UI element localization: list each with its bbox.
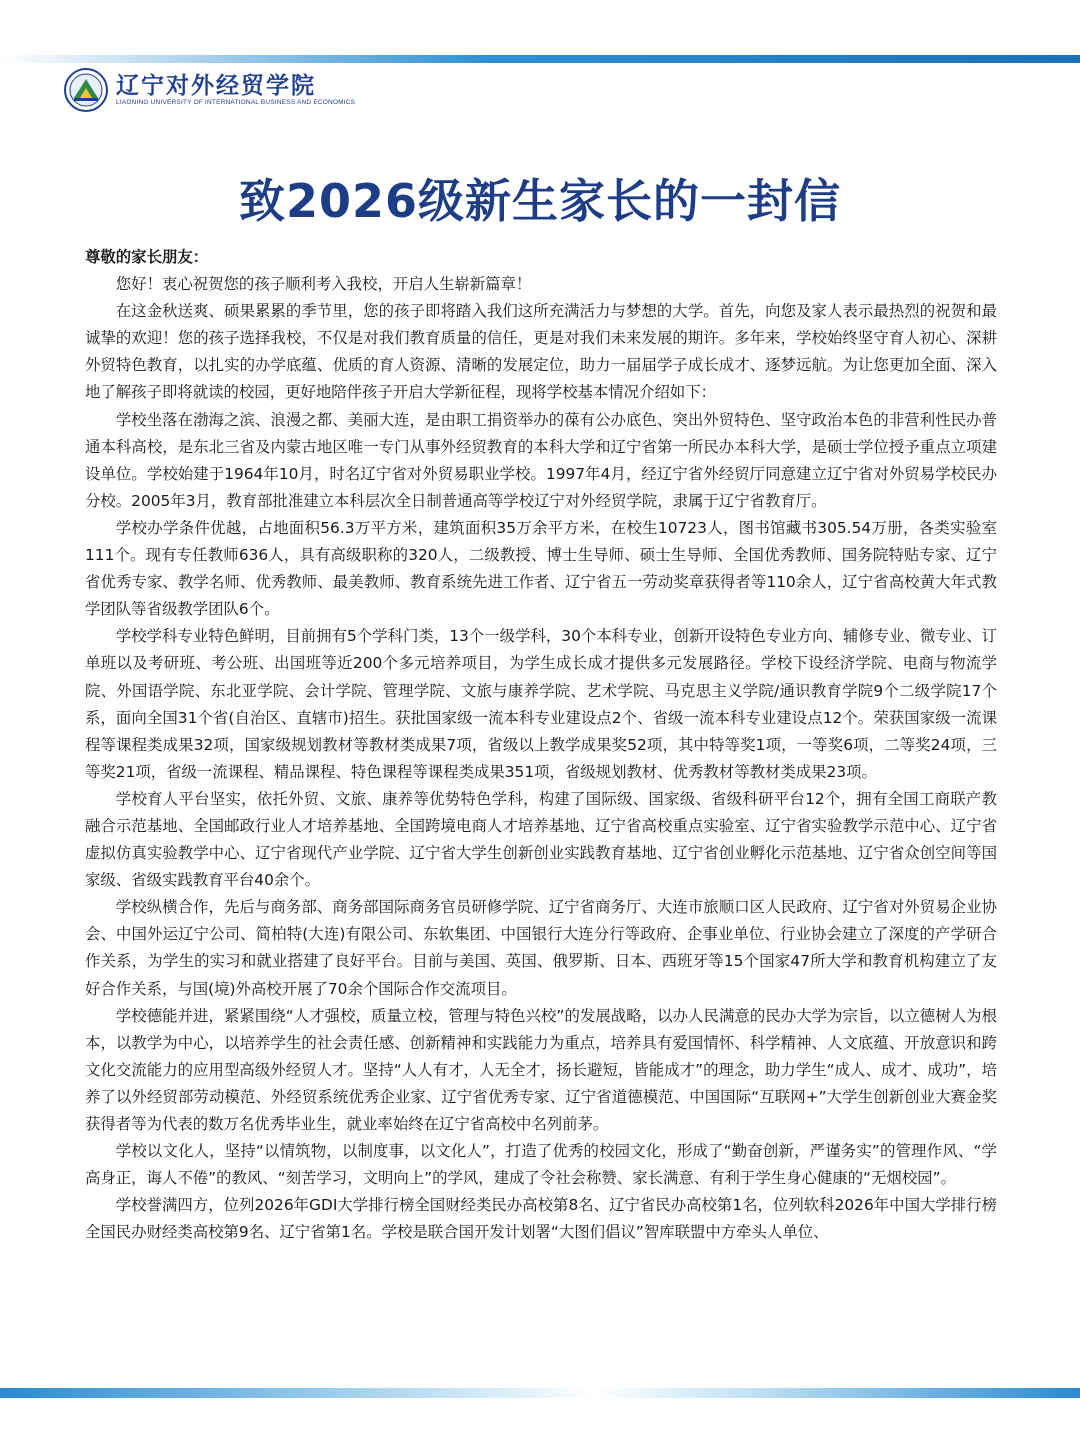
paragraph: 学校以文化人，坚持“以情筑物，以制度事，以文化人”，打造了优秀的校园文化，形成了“勤奋创新，严谨务实”的管理作风、“学高身正，诲人不倦”的教风、“刻苦学习，文明向上”的学风，建成了令社会称赞、家长满意、有利于学生身心健康的“无烟校园”。 xyxy=(85,1142,997,1188)
paragraph: 学校誉满四方，位列2026年GDI大学排行榜全国财经类民办高校第8名、辽宁省民办高校第1名，位列软科2026年中国大学排行榜全国民办财经类高校第9名、辽宁省第1名。学校是联合国开发计划署“大图们倡议”智库联盟中方牵头人单位、 xyxy=(85,1196,997,1242)
paragraph: 学校德能并进，紧紧围绕“人才强校，质量立校，管理与特色兴校”的发展战略，以办人民满意的民办大学为宗旨，以立德树人为根本，以教学为中心，以培养学生的社会责任感、创新精神和实践能力为重点，培养具有爱国情怀、科学精神、人文底蕴、开放意识和跨文化交流能力的应用型高级外经贸人才。坚持“人人有才，人无全才，扬长避短，皆能成才”的理念，助力学生“成人、成才、成功”，培养了以外经贸部劳动模范、外经贸系统优秀企业家、辽宁省优秀专家、辽宁省道德模范、中国国际“互联网+”大学生创新创业大赛金奖获得者等为代表的数万名优秀毕业生，就业率始终在辽宁省高校中名列前茅。 xyxy=(85,1006,997,1133)
paragraph: 学校办学条件优越，占地面积56.3万平方米，建筑面积35万余平方米，在校生10723人，图书馆藏书305.54万册，各类实验室111个。现有专任教师636人，具有高级职称的320人，二级教授、博士生导师、硕士生导师、全国优秀教师、国务院特贴专家、辽宁省优秀专家、教学名师、优秀教师、最美教师、教育系统先进工作者、辽宁省五一劳动奖章获得者等110余人，辽宁省高校黄大年式教学团队等省级教学团队6个。 xyxy=(85,518,997,619)
school-name-en: LIAONING UNIVERSITY OF INTERNATIONAL BUSINESS AND ECONOMICS xyxy=(116,99,356,106)
school-name-cn: 辽宁对外经贸学院 xyxy=(116,72,316,99)
school-logo-seal xyxy=(64,68,108,112)
footer-decor-band xyxy=(0,1388,1080,1398)
paragraph: 在这金秋送爽、硕果累累的季节里，您的孩子即将踏入我们这所充满活力与梦想的大学。首先，向您及家人表示最热烈的祝贺和最诚挚的欢迎！您的孩子选择我校，不仅是对我们教育质量的信任，更是对我们未来发展的期许。多年来，学校始终坚守育人初心、深耕外贸特色教育，以扎实的办学底蕴、优质的育人资源、清晰的发展定位，助力一届届学子成长成才、逐梦远航。为让您更加全面、深入地了解孩子即将就读的校园，更好地陪伴孩子开启大学新征程，现将学校基本情况介绍如下： xyxy=(85,302,997,402)
school-header xyxy=(64,68,355,112)
paragraph: 学校学科专业特色鲜明，目前拥有5个学科门类，13个一级学科，30个本科专业，创新开设特色专业方向、辅修专业、微专业、订单班以及考研班、考公班、出国班等近200个多元培养项目，为学生成长成才提供多元发展路径。学校下设经济学院、电商与物流学院、外国语学院、东北亚学院、会计学院、管理学院、文旅与康养学院、艺术学院、马克思主义学院/通识教育学院9个二级学院17个系，面向全国31个省(自治区、直辖市)招生。获批国家级一流本科专业建设点2个、省级一流本科专业建设点12个。荣获国家级一流课程等课程类成果32项，国家级规划教材等教材类成果7项，省级以上教学成果奖52项，其中特等奖1项，一等奖6项，二等奖24项，三等奖21项，省级一流课程、精品课程、特色课程等课程类成果351项，省级规划教材、优秀教材等教材类成果23项。 xyxy=(85,627,997,781)
paragraph: 学校纵横合作，先后与商务部、商务部国际商务官员研修学院、辽宁省商务厅、大连市旅顺口区人民政府、辽宁省对外贸易企业协会、中国外运辽宁公司、简柏特(大连)有限公司、东软集团、中国银行大连分行等政府、企事业单位、行业协会建立了深度的产学研合作关系，为学生的实习和就业搭建了良好平台。目前与美国、英国、俄罗斯、日本、西班牙等15个国家47所大学和教育机构建立了友好合作关系，与国(境)外高校开展了70余个国际合作交流项目。 xyxy=(85,898,997,998)
letter-title: 致2026级新生家长的一封信 xyxy=(238,174,842,228)
letter-body xyxy=(85,244,997,1246)
paragraph: 学校育人平台坚实，依托外贸、文旅、康养等优势特色学科，构建了国际级、国家级、省级科研平台12个，拥有全国工商联产教融合示范基地、全国邮政行业人才培养基地、全国跨境电商人才培养基地、辽宁省高校重点实验室、辽宁省实验教学示范中心、辽宁省虚拟仿真实验教学中心、辽宁省现代产业学院、辽宁省大学生创新创业实践教育基地、辽宁省创业孵化示范基地、辽宁省众创空间等国家级、省级实践教育平台40余个。 xyxy=(85,789,997,890)
paragraph: 学校坐落在渤海之滨、浪漫之都、美丽大连，是由职工捐资举办的葆有公办底色、突出外贸特色、坚守政治本色的非营利性民办普通本科高校，是东北三省及内蒙古地区唯一专门从事外经贸教育的本科大学和辽宁省第一所民办本科大学，是硕士学位授予重点立项建设单位。学校始建于1964年10月，时名辽宁省对外贸易职业学校。1997年4月，经辽宁省外经贸厅同意建立辽宁省对外贸易学校民办分校。2005年3月，教育部批准建立本科层次全日制普通高等学校辽宁对外经贸学院，隶属于辽宁省教育厅。 xyxy=(85,410,997,510)
salutation: 尊敬的家长朋友： xyxy=(85,248,209,266)
header-decor-band xyxy=(0,55,1080,63)
paragraph: 您好！衷心祝贺您的孩子顺利考入我校，开启人生崭新篇章！ xyxy=(115,275,532,294)
